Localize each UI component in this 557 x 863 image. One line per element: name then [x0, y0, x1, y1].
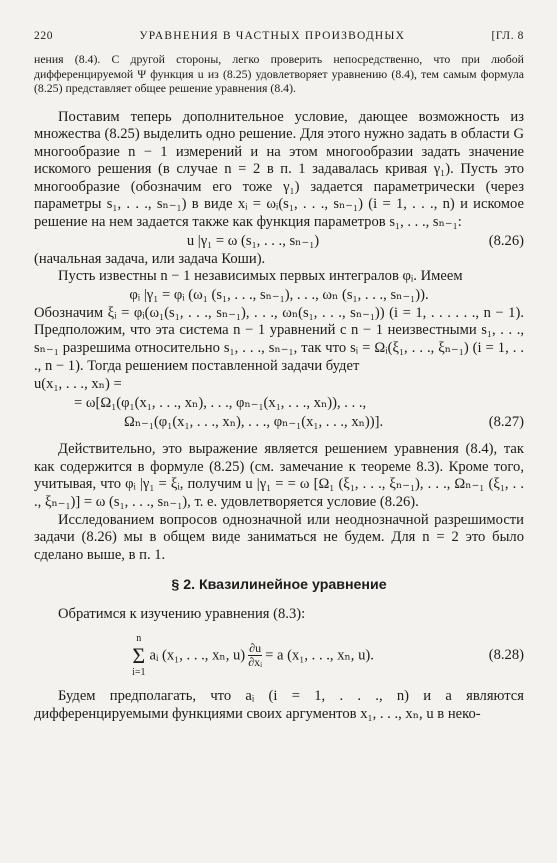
equation-8-26-number: (8.26) [488, 232, 524, 249]
equation-8-27-line-2: = ω[Ω₁(φ₁(x₁, . . ., xₙ), . . ., φₙ₋₁(x₁, . . ., xₙ)), . . ., [74, 395, 367, 412]
paragraph-verification: Действительно, это выражение является решением уравнения (8.4), так как содержится в формуле (8.25) (см. замечание к теореме 8.3). Кроме того, учитывая, что φᵢ |γ₁ = ξᵢ, получим u |γ₁ = = ω [Ω₁ (ξ₁, . . ., ξₙ₋₁), . . ., Ωₙ₋₁ (ξ₁, . . ., ξₙ₋₁)] = ω (s₁, . . ., sₙ₋₁), т. е. удовлетворяется условие (8.26). [34, 441, 524, 510]
equation-phi-restriction-formula: φᵢ |γ₁ = φᵢ (ω₁ (s₁, . . ., sₙ₋₁), . . ., ωₙ (s₁, . . ., sₙ₋₁)). [129, 286, 429, 303]
paragraph-first-integrals: Пусть известны n − 1 независимых первых интегралов φᵢ. Имеем [58, 268, 463, 285]
paragraph-equation-intro: Обратимся к изучению уравнения (8.3): [58, 606, 306, 623]
equation-8-28-rhs: = a (x₁, . . ., xₙ, u). [265, 647, 374, 664]
partial-derivative-numerator: ∂u [249, 641, 262, 656]
equation-phi-restriction [34, 286, 524, 305]
paragraph-assumptions: Будем предполагать, что aᵢ (i = 1, . . ., n) и a являются дифференцируемыми функциями своих аргументов x₁, . . ., xₙ, u в неко- [34, 687, 524, 722]
paragraph-cauchy-problem: (начальная задача, или задача Коши). [34, 250, 266, 267]
section-heading: § 2. Квазилинейное уравнение [171, 577, 387, 594]
paragraph-notation-xi: Обозначим ξᵢ = φᵢ(ω₁(s₁, . . ., sₙ₋₁), . . ., ωₙ(s₁, . . ., sₙ₋₁)) (i = 1, . . . . . ., n − 1). Предположим, что эта система n − 1 уравнений с n − 1 неизвестными s₁, . . ., sₙ₋₁ разрешима относительно s₁, . . ., sₙ₋₁, так что sᵢ = Ωᵢ(ξ₁, . . ., ξₙ₋₁) (i = 1, . . ., n − 1). Тогда решением поставленной задачи будет [34, 304, 524, 374]
running-title: УРАВНЕНИЯ В ЧАСТНЫХ ПРОИЗВОДНЫХ [139, 30, 406, 42]
equation-8-26 [34, 232, 524, 251]
equation-8-27-line-1: u(x₁, . . ., xₙ) = [34, 376, 122, 393]
book-page [34, 30, 524, 723]
equation-8-28-number: (8.28) [488, 647, 524, 664]
equation-8-28 [34, 633, 524, 679]
paragraph-uniqueness: Исследованием вопросов однозначной или неоднозначной разрешимости задачи (8.26) мы в общем виде заниматься не будем. Для n = 2 это было сделано выше, в п. 1. [34, 511, 524, 563]
summation-lower-limit: i=1 [132, 666, 146, 678]
chapter-label: [ГЛ. 8 [491, 30, 524, 42]
equation-8-28-formula [34, 633, 472, 679]
partial-derivative [248, 642, 262, 669]
paragraph-additional-condition: Поставим теперь дополнительное условие, дающее возможность из множества (8.25) выделить одно решение. Для этого нужно задать в области G многообразие n − 1 измерений и на этом многообразии задать значение искомого решения (в случае n = 2 в п. 1 задавалась кривая γ₁). Пусть это многообразие (обозначим его тоже γ₁) задается параметрически (через параметры s₁, . . ., sₙ₋₁) в виде xᵢ = ωᵢ(s₁, . . ., sₙ₋₁) (i = 1, . . ., n) и искомое решение на нем задается также как функция параметров s₁, . . ., sₙ₋₁: [34, 108, 524, 231]
page-header [34, 30, 524, 42]
summation-sign: Σ [132, 642, 146, 668]
page-number: 220 [34, 30, 54, 42]
equation-8-27-line-3 [34, 413, 524, 432]
equation-8-28-lhs: aᵢ (x₁, . . ., xₙ, u) [149, 647, 246, 664]
paragraph-continuation: нения (8.4). С другой стороны, легко проверить непосредственно, что при любой дифференцируемой Ψ функция u из (8.25) удовлетворяет уравнению (8.4), тем самым формула (8.25) представляет общее решение уравнения (8.4). [34, 52, 524, 95]
equation-8-27-number: (8.27) [488, 414, 524, 431]
summation-upper-limit: n [136, 632, 142, 644]
summation-symbol [132, 633, 145, 679]
partial-derivative-denominator: ∂xᵢ [248, 655, 263, 670]
equation-8-26-formula: u |γ₁ = ω (s₁, . . ., sₙ₋₁) [186, 232, 320, 249]
equation-8-27-line-3-formula: Ωₙ₋₁(φ₁(x₁, . . ., xₙ), . . ., φₙ₋₁(x₁, . . ., xₙ))]. [124, 414, 384, 431]
